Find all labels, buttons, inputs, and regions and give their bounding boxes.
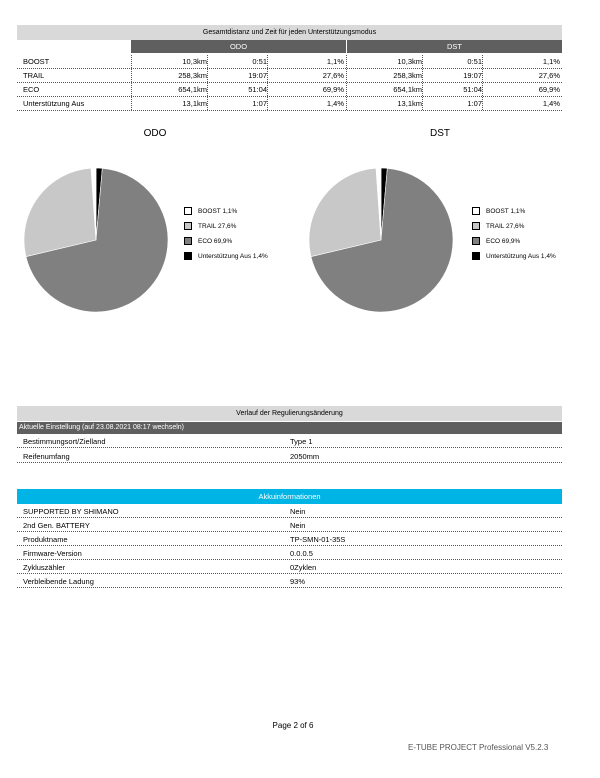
mode-name: Unterstützung Aus [23,99,85,108]
akku-key: 2nd Gen. BATTERY [23,521,90,530]
akku-key: SUPPORTED BY SHIMANO [23,507,119,516]
mode-name: ECO [23,85,40,94]
odo-distance: 10,3km [182,57,207,66]
legend-label: TRAIL 27,6% [486,223,525,230]
table-row [17,436,562,448]
dst-chart-title: DST [430,128,450,139]
legend-swatch-off [472,252,480,260]
legend-item [184,252,268,261]
akku-key: Zykluszähler [23,563,66,572]
dst-percent: 1,1% [542,57,560,66]
akku-key: Firmware-Version [23,549,82,558]
dst-time: 51:04 [463,85,482,94]
legend-item [472,237,520,246]
akku-value: Nein [290,521,306,530]
table-row [17,520,562,532]
table-row [17,548,562,560]
app-brand: E-TUBE PROJECT Professional V5.2.3 [408,743,549,752]
legend-swatch-boost [472,207,480,215]
odo-legend [184,207,294,267]
odo-time: 19:07 [248,71,267,80]
legend-swatch-boost [184,207,192,215]
akku-value: 0.0.0.5 [290,549,313,558]
odo-percent: 27,6% [322,71,344,80]
dst-percent: 1,4% [542,99,560,108]
akku-value: TP-SMN-01-35S [290,535,346,544]
akku-value: Nein [290,507,306,516]
mode-table-subheader [17,40,562,53]
odo-percent: 1,4% [326,99,344,108]
legend-item [184,207,237,216]
odo-distance: 654,1km [178,85,207,94]
odo-chart-title: ODO [143,128,167,139]
regulation-subtitle: Aktuelle Einstellung (auf 23.08.2021 08:17 wechseln) [17,422,562,434]
table-row [17,55,562,69]
dst-distance: 10,3km [397,57,422,66]
odo-time: 51:04 [248,85,267,94]
dst-time: 1:07 [467,99,482,108]
setting-value: Type 1 [290,437,313,446]
legend-label: BOOST 1,1% [486,208,526,215]
dst-pie-chart [306,165,456,315]
mode-name: TRAIL [23,71,45,80]
legend-label: ECO 69,9% [198,238,233,245]
legend-label: Unterstützung Aus 1,4% [486,253,556,260]
table-row [17,506,562,518]
odo-distance: 13,1km [182,99,207,108]
akku-key: Produktname [23,535,68,544]
odo-pie-chart [21,165,171,315]
table-row [17,562,562,574]
mode-table-title: Gesamtdistanz und Zeit für jeden Unterstützungsmodus [17,25,562,40]
table-row [17,451,562,463]
setting-key: Bestimmungsort/Zielland [23,437,106,446]
dst-time: 0:51 [467,57,482,66]
legend-item [472,207,525,216]
legend-item [184,222,236,231]
dst-distance: 258,3km [393,71,422,80]
table-row [17,576,562,588]
legend-label: TRAIL 27,6% [198,223,237,230]
table-row [17,83,562,97]
odo-time: 1:07 [252,99,267,108]
dst-distance: 654,1km [393,85,422,94]
page-number: Page 2 of 6 [272,721,314,730]
dst-percent: 69,9% [538,85,560,94]
legend-item [472,252,556,261]
akku-value: 93% [290,577,306,586]
akku-value: 0Zyklen [290,563,317,572]
dst-time: 19:07 [463,71,482,80]
odo-distance: 258,3km [178,71,207,80]
dst-header: DST [346,40,562,53]
setting-value: 2050mm [290,452,320,461]
dst-legend [472,207,582,267]
legend-swatch-trail [472,222,480,230]
table-row [17,97,562,111]
table-row [17,534,562,546]
regulation-title: Verlauf der Regulierungsänderung [17,406,562,421]
odo-time: 0:51 [252,57,267,66]
legend-swatch-eco [472,237,480,245]
legend-label: BOOST 1,1% [198,208,238,215]
odo-header: ODO [131,40,346,53]
dst-percent: 27,6% [538,71,560,80]
odo-percent: 1,1% [326,57,344,66]
legend-swatch-off [184,252,192,260]
legend-item [472,222,524,231]
akku-key: Verbleibende Ladung [23,577,94,586]
subheader-blank [17,40,131,53]
legend-label: Unterstützung Aus 1,4% [198,253,268,260]
legend-swatch-trail [184,222,192,230]
dst-distance: 13,1km [397,99,422,108]
mode-name: BOOST [23,57,50,66]
legend-item [184,237,232,246]
akku-title: Akkuinformationen [17,489,562,504]
legend-swatch-eco [184,237,192,245]
table-row [17,69,562,83]
legend-label: ECO 69,9% [486,238,521,245]
odo-percent: 69,9% [322,85,344,94]
setting-key: Reifenumfang [23,452,70,461]
